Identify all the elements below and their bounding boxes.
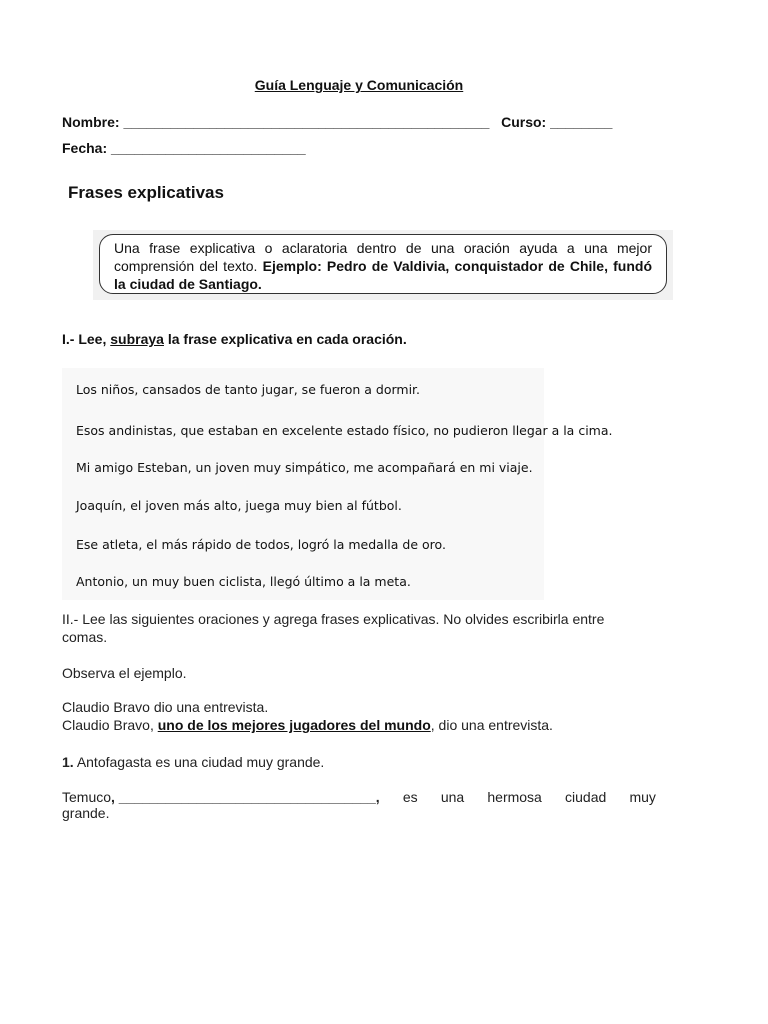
item2-line2: grande.: [62, 805, 110, 821]
part1-rest: la frase explicativa en cada oración.: [167, 331, 407, 347]
nombre-label: Nombre:: [62, 114, 120, 130]
item2-word: hermosa: [487, 789, 542, 805]
item2-word: es: [402, 789, 418, 805]
definition-example: Ejemplo: Pedro de Valdivia, conquistador de Chile, fundó la ciudad de Santiago.: [114, 258, 653, 292]
definition-scroll: [99, 234, 667, 294]
example-with-phrase: [62, 717, 553, 733]
item2: [62, 789, 656, 821]
item2-word: Temuco, _________________________________,: [62, 789, 380, 805]
worksheet-title: Guía Lenguaje y Comunicación: [254, 77, 464, 93]
definition-box: [93, 230, 673, 300]
item2-blank: , _________________________________,: [111, 789, 380, 805]
part1-instruction: [62, 331, 407, 347]
fecha-row: [62, 140, 306, 156]
item1-text: Antofagasta es una ciudad muy grande.: [76, 754, 325, 770]
sentence-list: [62, 368, 613, 600]
curso-blank: ________: [550, 114, 613, 130]
part1-underlined: subraya: [110, 331, 164, 347]
observe-text: Observa el ejemplo.: [62, 665, 187, 681]
sentence-item: Antonio, un muy buen ciclista, llegó último a la meta.: [76, 574, 411, 589]
definition-text: Una frase explicativa o aclaratoria dentro de una oración ayuda a una mejor comprensión del texto.: [114, 240, 652, 274]
example-plain: Claudio Bravo dio una entrevista.: [62, 699, 269, 715]
sentence-item: Mi amigo Esteban, un joven muy simpático, me acompañará en mi viaje.: [76, 460, 533, 475]
part1-lead: I.- Lee,: [62, 331, 107, 347]
part2-instruction-line2: comas.: [62, 629, 108, 645]
item1-number: 1.: [62, 754, 74, 770]
item2-word: una: [440, 789, 465, 805]
sentence-item: Los niños, cansados de tanto jugar, se fueron a dormir.: [76, 382, 421, 397]
sentence-item: Esos andinistas, que estaban en excelente estado físico, no pudieron llegar a la cima.: [76, 423, 613, 438]
nombre-row: [62, 114, 612, 130]
sentence-item: Joaquín, el joven más alto, juega muy bien al fútbol.: [76, 498, 402, 513]
item2-line1: [62, 789, 656, 805]
section-title: Frases explicativas: [68, 183, 224, 202]
fecha-blank: _________________________: [111, 140, 306, 156]
sentence-item: Ese atleta, el más rápido de todos, logró la medalla de oro.: [76, 537, 446, 552]
example-bold-phrase: uno de los mejores jugadores del mundo: [157, 717, 431, 733]
example-pre: Claudio Bravo,: [62, 717, 154, 733]
nombre-blank: _______________________________________________: [123, 114, 490, 130]
example-post: , dio una entrevista.: [430, 717, 553, 733]
item1: [62, 754, 324, 770]
item2-word: muy: [629, 789, 656, 805]
part2-instruction-line1: II.- Lee las siguientes oraciones y agrega frases explicativas. No olvides escribirla entre: [62, 611, 605, 627]
item2-word: ciudad: [565, 789, 607, 805]
curso-label: Curso:: [501, 114, 547, 130]
fecha-label: Fecha:: [62, 140, 108, 156]
